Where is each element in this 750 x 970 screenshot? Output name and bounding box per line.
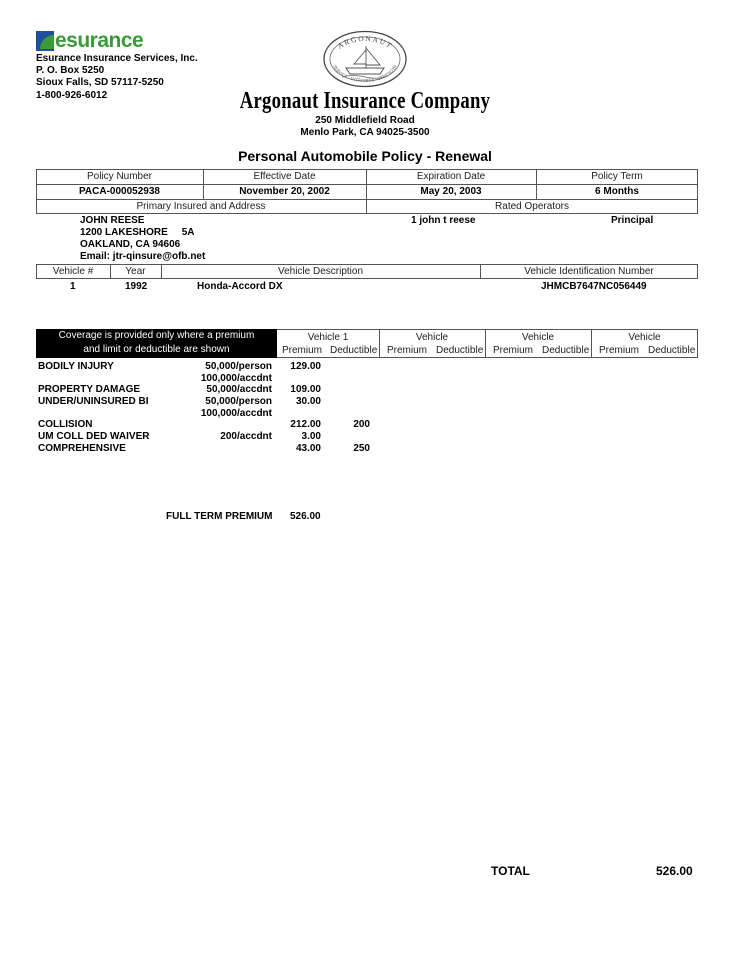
vehicle-2-header: Vehicle [415, 332, 449, 343]
vin-header: Vehicle Identification Number [524, 266, 654, 277]
insured-city: OAKLAND, CA 94606 [80, 239, 181, 250]
vehicle-year-header: Year [125, 266, 146, 277]
rated-operators-header: Rated Operators [495, 201, 569, 212]
coverage-rows [38, 361, 378, 455]
coverage-limit: 100,000/accdnt [200, 372, 272, 384]
seal-bottom-text: SERVICE · INTEGRITY · STRENGTH [332, 63, 398, 84]
coverage-name: COLLISION [38, 419, 93, 431]
coverage-note [36, 329, 277, 358]
esurance-logo [36, 30, 143, 52]
svg-text:SERVICE · INTEGRITY · STRENGTH [332, 63, 398, 83]
total-label: TOTAL [491, 864, 530, 878]
coverage-row [38, 431, 378, 443]
esurance-address [36, 53, 198, 102]
total-value: 526.00 [656, 864, 693, 878]
vehicle-vin: JHMCB7647NC056449 [541, 281, 647, 292]
full-term-premium-label: FULL TERM PREMIUM [166, 511, 273, 522]
insured-name: JOHN REESE [80, 215, 145, 226]
insured-address-block [80, 215, 205, 263]
coverage-name: BODILY INJURY [38, 361, 114, 372]
vehicle-year: 1992 [125, 281, 148, 292]
esurance-company: Esurance Insurance Services, Inc. [36, 53, 198, 64]
insured-street: 1200 LAKESHORE 5A [80, 227, 195, 238]
vehicle-3-deductible-label: Deductible [542, 345, 590, 356]
effective-date: November 20, 2002 [239, 186, 330, 197]
vehicle-3-header: Vehicle [521, 332, 555, 343]
effective-date-header: Effective Date [253, 171, 316, 182]
seal-top-text: ARGONAUT [335, 33, 395, 51]
esurance-phone: 1-800-926-6012 [36, 89, 108, 101]
esurance-city: Sioux Falls, SD 57117-5250 [36, 77, 164, 89]
coverage-row [38, 384, 378, 396]
coverage-name: PROPERTY DAMAGE [38, 384, 141, 396]
coverage-premium: 109.00 [290, 384, 321, 396]
esurance-logo-text: esurance [55, 29, 144, 52]
vehicle-4-deductible-label: Deductible [648, 345, 696, 356]
vehicle-1-header: Vehicle 1 [307, 332, 349, 343]
coverage-premium: 212.00 [290, 419, 321, 431]
coverage-row [38, 408, 378, 420]
vehicle-description: Honda-Accord DX [197, 281, 283, 292]
policy-number-header: Policy Number [86, 171, 153, 182]
rated-operator-role: Principal [611, 215, 654, 226]
coverage-row [38, 373, 378, 385]
coverage-row [38, 419, 378, 431]
coverage-limit: 100,000/accdnt [200, 407, 272, 419]
coverage-limit: 50,000/accdnt [206, 384, 272, 396]
policy-term-header: Policy Term [591, 171, 643, 182]
coverage-limit: 200/accdnt [220, 431, 272, 443]
insured-email: Email: jtr-qinsure@ofb.net [80, 251, 206, 262]
vehicle-4-header: Vehicle [628, 332, 661, 343]
vehicle-3-premium-label: Premium [493, 345, 534, 356]
vehicle-2-deductible-label: Deductible [436, 345, 484, 356]
coverage-premium: 43.00 [295, 442, 321, 454]
rated-operator: 1 john t reese [411, 215, 476, 226]
expiration-date: May 20, 2003 [420, 186, 482, 197]
esurance-logo-icon [36, 31, 54, 51]
primary-insured-header: Primary Insured and Address [136, 201, 266, 212]
coverage-limit: 50,000/person [205, 396, 272, 408]
vehicle-description-header: Vehicle Description [277, 266, 364, 277]
coverage-name: UM COLL DED WAIVER [38, 431, 150, 443]
expiration-date-header: Expiration Date [416, 171, 486, 182]
coverage-limit: 50,000/person [205, 361, 272, 372]
coverage-name: UNDER/UNINSURED BI [38, 396, 149, 408]
vehicle-4-premium-label: Premium [599, 345, 640, 356]
insurer-city: Menlo Park, CA 94025-3500 [300, 127, 430, 138]
vehicle-1-premium-label: Premium [282, 345, 323, 356]
policy-term: 6 Months [595, 186, 639, 197]
coverage-premium: 30.00 [295, 396, 321, 408]
coverage-premium: 3.00 [301, 431, 321, 443]
coverage-deductible: 200 [353, 419, 370, 431]
coverage-row [38, 396, 378, 408]
coverage-deductible: 250 [353, 442, 370, 454]
vehicle-2-premium-label: Premium [387, 345, 428, 356]
page-title: Personal Automobile Policy - Renewal [238, 148, 492, 164]
svg-text:ARGONAUT [336, 34, 395, 51]
coverage-row [38, 361, 378, 373]
coverage-premium: 129.00 [290, 361, 321, 372]
coverage-name: COMPREHENSIVE [38, 442, 126, 454]
coverage-note-line1: Coverage is provided only where a premium [58, 330, 255, 341]
argonaut-seal-icon [322, 30, 408, 88]
coverage-note-line2: and limit or deductible are shown [83, 344, 230, 355]
vehicle-number: 1 [70, 281, 76, 292]
vehicle-1-deductible-label: Deductible [330, 345, 378, 356]
esurance-po-box: P. O. Box 5250 [36, 65, 105, 77]
insurer-name: Argonaut Insurance Company [239, 88, 491, 114]
insurer-street: 250 Middlefield Road [315, 115, 415, 126]
insurer-address [230, 115, 500, 139]
vehicle-number-header: Vehicle # [52, 266, 94, 277]
policy-number: PACA-000052938 [79, 186, 160, 197]
coverage-row [38, 443, 378, 455]
full-term-premium-value: 526.00 [290, 511, 321, 522]
